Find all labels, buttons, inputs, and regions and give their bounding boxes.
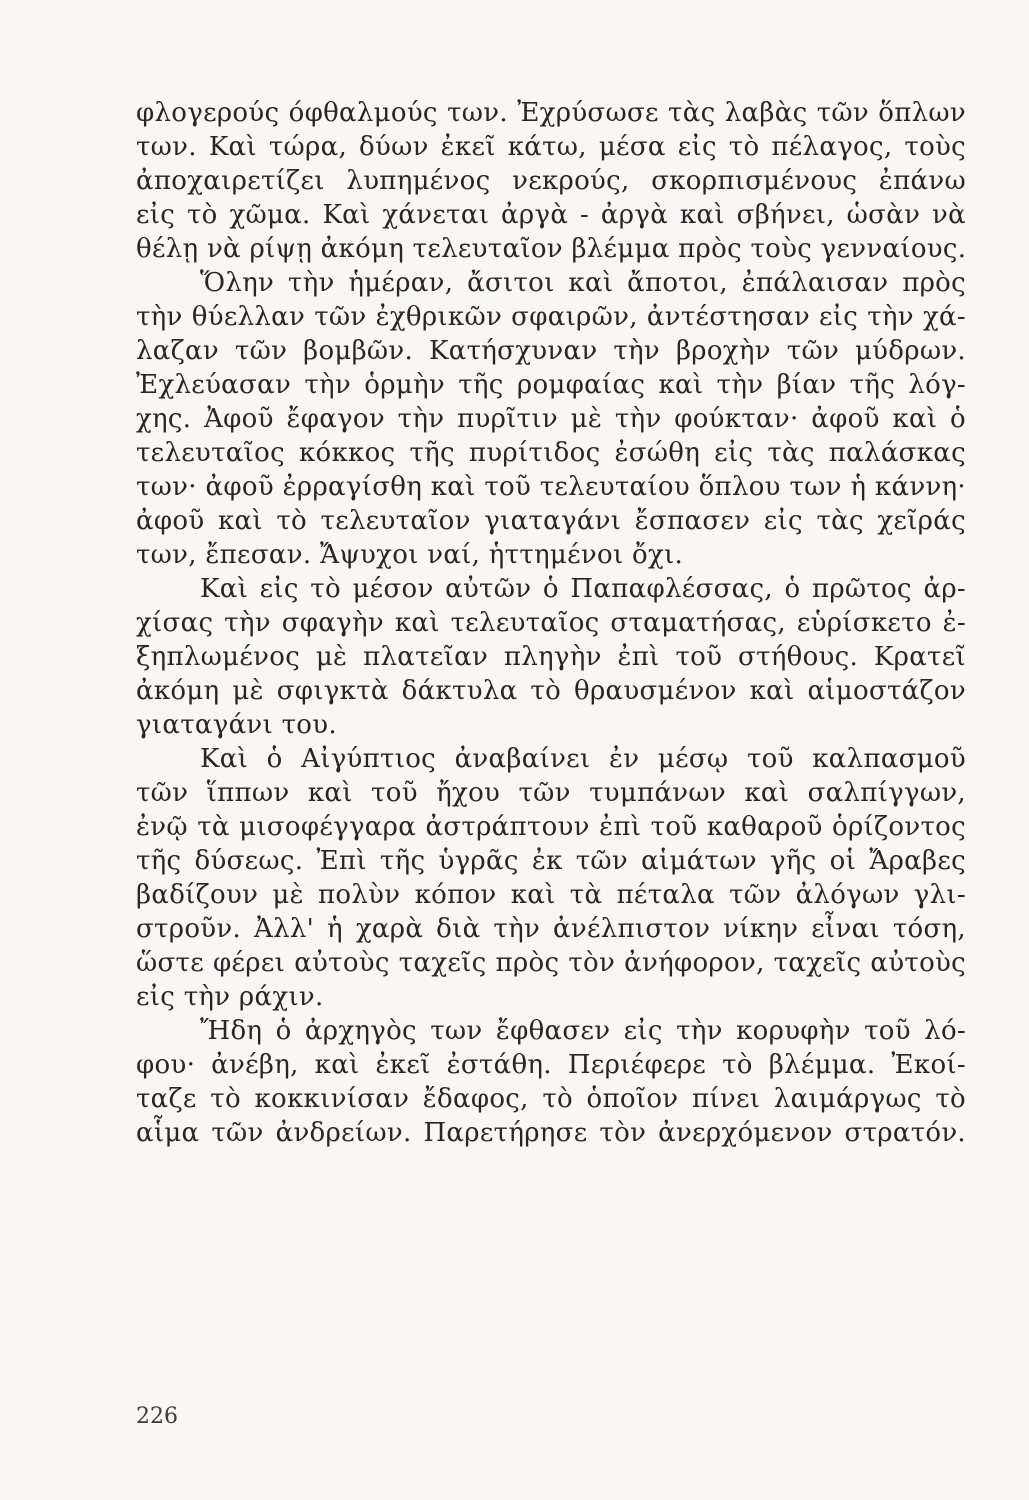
text-line: ἀκόμη μὲ σφιγκτὰ δάκτυλα τὸ θραυσμένον καὶ αἱμοστάζον — [136, 676, 966, 706]
text-line: των, ἔπεσαν. Ἄψυχοι ναί, ἡττημένοι ὄχι. — [136, 540, 684, 570]
text-line: ὥστε φέρει αὐτοὺς ταχεῖς πρὸς τὸν ἀνήφορον, ταχεῖς αὐτοὺς — [136, 948, 966, 978]
text-line: λαζαν τῶν βομβῶν. Κατήσχυναν τὴν βροχὴν τῶν μύδρων. — [136, 336, 966, 366]
text-line: ξηπλωμένος μὲ πλατεῖαν πληγὴν ἐπὶ τοῦ στήθους. Κρατεῖ — [136, 642, 966, 672]
text-line: φλογερούς όφθαλμούς των. Ἐχρύσωσε τὰς λαβὰς τῶν ὅπλων — [136, 98, 966, 128]
text-line: εἰς τὴν ράχιν. — [136, 982, 324, 1012]
text-line: τῆς δύσεως. Ἐπὶ τῆς ὑγρᾶς ἐκ τῶν αἱμάτων γῆς οἱ Ἄραβες — [136, 846, 966, 876]
text-line: τελευταῖος κόκκος τῆς πυρίτιδος ἐσώθη εἰς τὰς παλάσκας — [136, 438, 966, 468]
text-line: Ἐχλεύασαν τὴν ὁρμὴν τῆς ρομφαίας καὶ τὴν βίαν τῆς λόγ- — [136, 370, 966, 400]
text-line: ἀποχαιρετίζει λυπημένος νεκρούς, σκορπισμένους ἐπάνω — [136, 166, 966, 196]
text-line: Ἤδη ὁ ἀρχηγὸς των ἔφθασεν εἰς τὴν κορυφὴν τοῦ λό- — [200, 1016, 966, 1046]
text-line: Καὶ εἰς τὸ μέσον αὐτῶν ὁ Παπαφλέσσας, ὁ πρῶτος ἀρ- — [200, 574, 966, 604]
text-line: αἷμα τῶν ἀνδρείων. Παρετήρησε τὸν ἀνερχόμενον στρατόν. — [136, 1118, 966, 1148]
text-line: Καὶ ὁ Αἰγύπτιος ἀναβαίνει ἐν μέσῳ τοῦ καλπασμοῦ — [200, 744, 966, 774]
text-line: ἐνῷ τὰ μισοφέγγαρα ἀστράπτουν ἐπὶ τοῦ καθαροῦ ὁρίζοντος — [136, 812, 966, 842]
text-line: Ὅλην τὴν ἡμέραν, ἄσιτοι καὶ ἄποτοι, ἐπάλαισαν πρὸς — [200, 268, 966, 298]
text-line: των. Καὶ τώρα, δύων ἐκεῖ κάτω, μέσα εἰς τὸ πέλαγος, τοὺς — [136, 132, 966, 162]
text-line: χης. Ἀφοῦ ἔφαγον τὴν πυρῖτιν μὲ τὴν φούκταν· ἀφοῦ καὶ ὁ — [136, 404, 966, 434]
text-line: στροῦν. Ἀλλ' ἡ χαρὰ διὰ τὴν ἀνέλπιστον νίκην εἶναι τόση, — [136, 914, 966, 944]
page-number: 226 — [136, 1404, 178, 1429]
text-line: φου· ἀνέβη, καὶ ἐκεῖ ἐστάθη. Περιέφερε τὸ βλέμμα. Ἐκοί- — [136, 1050, 966, 1080]
text-line: χίσας τὴν σφαγὴν καὶ τελευταῖος σταματήσας, εὑρίσκετο ἐ- — [136, 608, 966, 638]
text-line: γιαταγάνι του. — [136, 710, 337, 740]
text-line: θέλῃ νὰ ρίψῃ ἀκόμη τελευταῖον βλέμμα πρὸς τοὺς γενναίους. — [136, 234, 967, 264]
text-line: ἀφοῦ καὶ τὸ τελευταῖον γιαταγάνι ἔσπασεν εἰς τὰς χεῖράς — [136, 506, 966, 536]
text-line: βαδίζουν μὲ πολὺν κόπον καὶ τὰ πέταλα τῶν ἀλόγων γλι- — [136, 880, 966, 910]
text-line: των· ἀφοῦ ἐρραγίσθη καὶ τοῦ τελευταίου ὅπλου των ἡ κάννη· — [136, 472, 966, 502]
body-text — [136, 96, 966, 1150]
text-line: εἰς τὸ χῶμα. Καὶ χάνεται ἀργὰ - ἀργὰ καὶ σβήνει, ὡσὰν νὰ — [136, 200, 966, 230]
text-line: τῶν ἵππων καὶ τοῦ ἤχου τῶν τυμπάνων καὶ σαλπίγγων, — [136, 778, 966, 808]
text-line: τὴν θύελλαν τῶν ἐχθρικῶν σφαιρῶν, ἀντέστησαν εἰς τὴν χά- — [136, 302, 966, 332]
text-line: ταζε τὸ κοκκινίσαν ἔδαφος, τὸ ὁποῖον πίνει λαιμάργως τὸ — [136, 1084, 966, 1114]
